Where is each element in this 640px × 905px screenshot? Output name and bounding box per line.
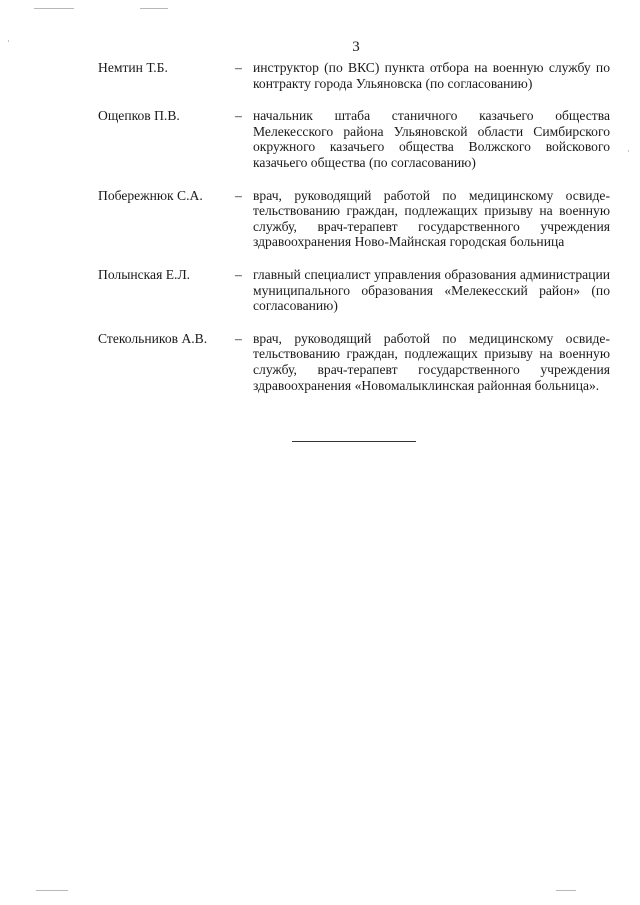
scan-artifact-top-center	[140, 8, 168, 9]
entry-dash: –	[235, 330, 242, 346]
entry-dash: –	[235, 60, 242, 75]
scan-artifact-bottom-right	[556, 890, 576, 891]
scan-artifact-top-left	[34, 8, 74, 9]
roster-entry	[98, 188, 610, 250]
person-position: врач, руководящий работой по медицинскому освидетельствованию граждан, подлежащих призыву на военную службу, врач-терапевт государственного учреждения здравоохранения Ново-Майнская городская больница	[253, 187, 610, 250]
roster-entry	[98, 267, 610, 314]
person-name: Полынская Е.Л.	[98, 266, 191, 282]
person-name: Побережнюк С.А.	[98, 187, 203, 203]
person-name: Немтин Т.Б.	[98, 60, 168, 75]
entry-dash: –	[235, 187, 242, 203]
entry-dash: –	[235, 266, 242, 282]
person-position: врач, руководящий работой по медицинскому освидетельствованию граждан, подлежащих призыву на военную службу, врач-терапевт государственного учреждения здравоохранения «Новомалыклинская районная больница».	[253, 330, 610, 393]
roster-entry	[98, 108, 610, 170]
entry-dash: –	[235, 108, 242, 124]
person-position: инструктор (по ВКС) пункта отбора на военную службу по контракту города Ульяновска (по согласованию)	[253, 60, 610, 91]
person-position: начальник штаба станичного казачьего общества Мелекесского района Ульяновской области Симбирского окружного казачьего общества Волжского войскового казачьего общества (по согласованию)	[253, 108, 610, 170]
page-number: 3	[352, 39, 360, 55]
roster-entry	[98, 331, 610, 393]
roster-entry	[98, 60, 610, 91]
person-name: Стекольников А.В.	[98, 330, 208, 346]
personnel-roster	[98, 60, 610, 393]
closing-rule	[292, 441, 416, 442]
scan-artifact-right-edge	[628, 150, 629, 152]
person-name: Ощепков П.В.	[98, 108, 180, 124]
person-position: главный специалист управления образования администрации муниципального образования «Мелекесский район» (по согласованию)	[253, 266, 610, 314]
scan-artifact-bottom-left	[36, 890, 68, 891]
